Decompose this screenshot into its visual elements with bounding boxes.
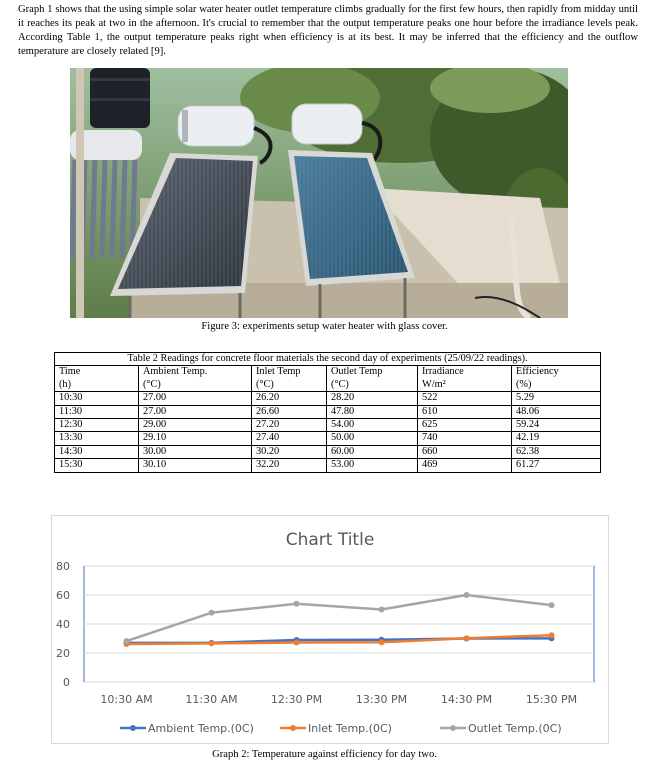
graph-caption: Graph 2: Temperature against efficiency for day two.: [212, 749, 437, 760]
header-label: Inlet Temp: [256, 366, 301, 378]
y-tick-label: 20: [56, 647, 70, 660]
table-cell: 610: [418, 405, 512, 418]
table-cell: 30.10: [139, 459, 252, 472]
y-tick-label: 80: [56, 560, 70, 573]
table-row: [55, 432, 601, 445]
table-cell: 14:30: [55, 445, 139, 458]
table-cell: 27.40: [252, 432, 327, 445]
table-cell: 27.00: [139, 405, 252, 418]
experiment-photo: [70, 68, 568, 318]
header-label: Outlet Temp: [331, 366, 383, 378]
table-cell: 27.00: [139, 392, 252, 405]
column-header: [139, 366, 252, 392]
legend-label: Outlet Temp.(0C): [468, 722, 562, 735]
table-cell: 13:30: [55, 432, 139, 445]
header-label: Efficiency: [516, 366, 559, 378]
data-point: [294, 601, 300, 607]
column-header: [55, 366, 139, 392]
table-cell: 10:30: [55, 392, 139, 405]
header-label: Ambient Temp.: [143, 366, 208, 378]
x-tick-label: 12:30 PM: [270, 693, 323, 706]
x-tick-label: 13:30 PM: [355, 693, 408, 706]
header-unit: W/m²: [422, 378, 446, 390]
series-line: [127, 595, 552, 641]
header-unit: (%): [516, 378, 532, 390]
table-cell: 15:30: [55, 459, 139, 472]
header-unit: (°C): [143, 378, 161, 390]
data-point: [464, 635, 470, 641]
table-cell: 27.20: [252, 419, 327, 432]
table-cell: 12:30: [55, 419, 139, 432]
table-row: [55, 419, 601, 432]
data-point: [379, 607, 385, 613]
header-label: Time: [59, 366, 81, 378]
header-unit: (°C): [331, 378, 349, 390]
table-cell: 50.00: [327, 432, 418, 445]
table-cell: 740: [418, 432, 512, 445]
table-cell: 26.60: [252, 405, 327, 418]
table-cell: 53.00: [327, 459, 418, 472]
body-paragraph: Graph 1 shows that the using simple solar water heater outlet temperature climbs gradually for the first few hours, then rapidly from midday until it reaches its peak at two in the afternoon. It's crucial to remember that the output temperature peaks one hour before the irradiance levels peak. According Table 1, the output temperature peaks right when efficiency is at its best. It may be inferred that the efficiency and the outflow temperature are closely related [9].: [18, 4, 638, 57]
table-cell: 660: [418, 445, 512, 458]
data-point: [549, 632, 555, 638]
table-row: [55, 405, 601, 418]
table-cell: 59.24: [512, 419, 601, 432]
chart-title: Chart Title: [285, 530, 375, 550]
data-point: [294, 640, 300, 646]
table-cell: 54.00: [327, 419, 418, 432]
table-cell: 48.06: [512, 405, 601, 418]
column-header: [512, 366, 601, 392]
table-title-row: [55, 353, 601, 366]
table-cell: 5.29: [512, 392, 601, 405]
x-tick-label: 14:30 PM: [440, 693, 493, 706]
column-header: [327, 366, 418, 392]
header-unit: (h): [59, 378, 72, 390]
data-point: [379, 639, 385, 645]
table-cell: 47.80: [327, 405, 418, 418]
legend-marker: [450, 725, 456, 731]
table-cell: 32.20: [252, 459, 327, 472]
table-row: [55, 459, 601, 472]
data-point: [464, 592, 470, 598]
data-point: [209, 610, 215, 616]
table-cell: 30.20: [252, 445, 327, 458]
chart-canvas: [52, 516, 608, 743]
table-cell: 62.38: [512, 445, 601, 458]
column-header: [418, 366, 512, 392]
temperature-chart: [51, 515, 609, 744]
table-cell: 28.20: [327, 392, 418, 405]
data-point: [209, 640, 215, 646]
column-header: [252, 366, 327, 392]
table-cell: 29.10: [139, 432, 252, 445]
data-point: [549, 602, 555, 608]
table-title: Table 2 Readings for concrete floor materials the second day of experiments (25/09/22 readings).: [55, 353, 601, 366]
table-cell: 625: [418, 419, 512, 432]
table-header-row: [55, 366, 601, 392]
x-tick-label: 15:30 PM: [525, 693, 578, 706]
table-cell: 29.00: [139, 419, 252, 432]
table-cell: 61.27: [512, 459, 601, 472]
legend-marker: [130, 725, 136, 731]
y-tick-label: 40: [56, 618, 70, 631]
header-unit: (°C): [256, 378, 274, 390]
x-tick-label: 10:30 AM: [100, 693, 153, 706]
x-tick-label: 11:30 AM: [185, 693, 238, 706]
data-point: [124, 638, 130, 644]
table-cell: 522: [418, 392, 512, 405]
header-label: Irradiance: [422, 366, 464, 378]
legend-label: Inlet Temp.(0C): [308, 722, 392, 735]
legend-label: Ambient Temp.(0C): [148, 722, 254, 735]
table-cell: 11:30: [55, 405, 139, 418]
y-tick-label: 60: [56, 589, 70, 602]
table-cell: 42.19: [512, 432, 601, 445]
table-row: [55, 392, 601, 405]
figure-caption: Figure 3: experiments setup water heater with glass cover.: [201, 321, 448, 332]
table-cell: 26.20: [252, 392, 327, 405]
table-cell: 30.00: [139, 445, 252, 458]
readings-table: [54, 352, 601, 473]
legend-marker: [290, 725, 296, 731]
table-cell: 469: [418, 459, 512, 472]
y-tick-label: 0: [63, 676, 70, 689]
table-row: [55, 445, 601, 458]
table-cell: 60.00: [327, 445, 418, 458]
